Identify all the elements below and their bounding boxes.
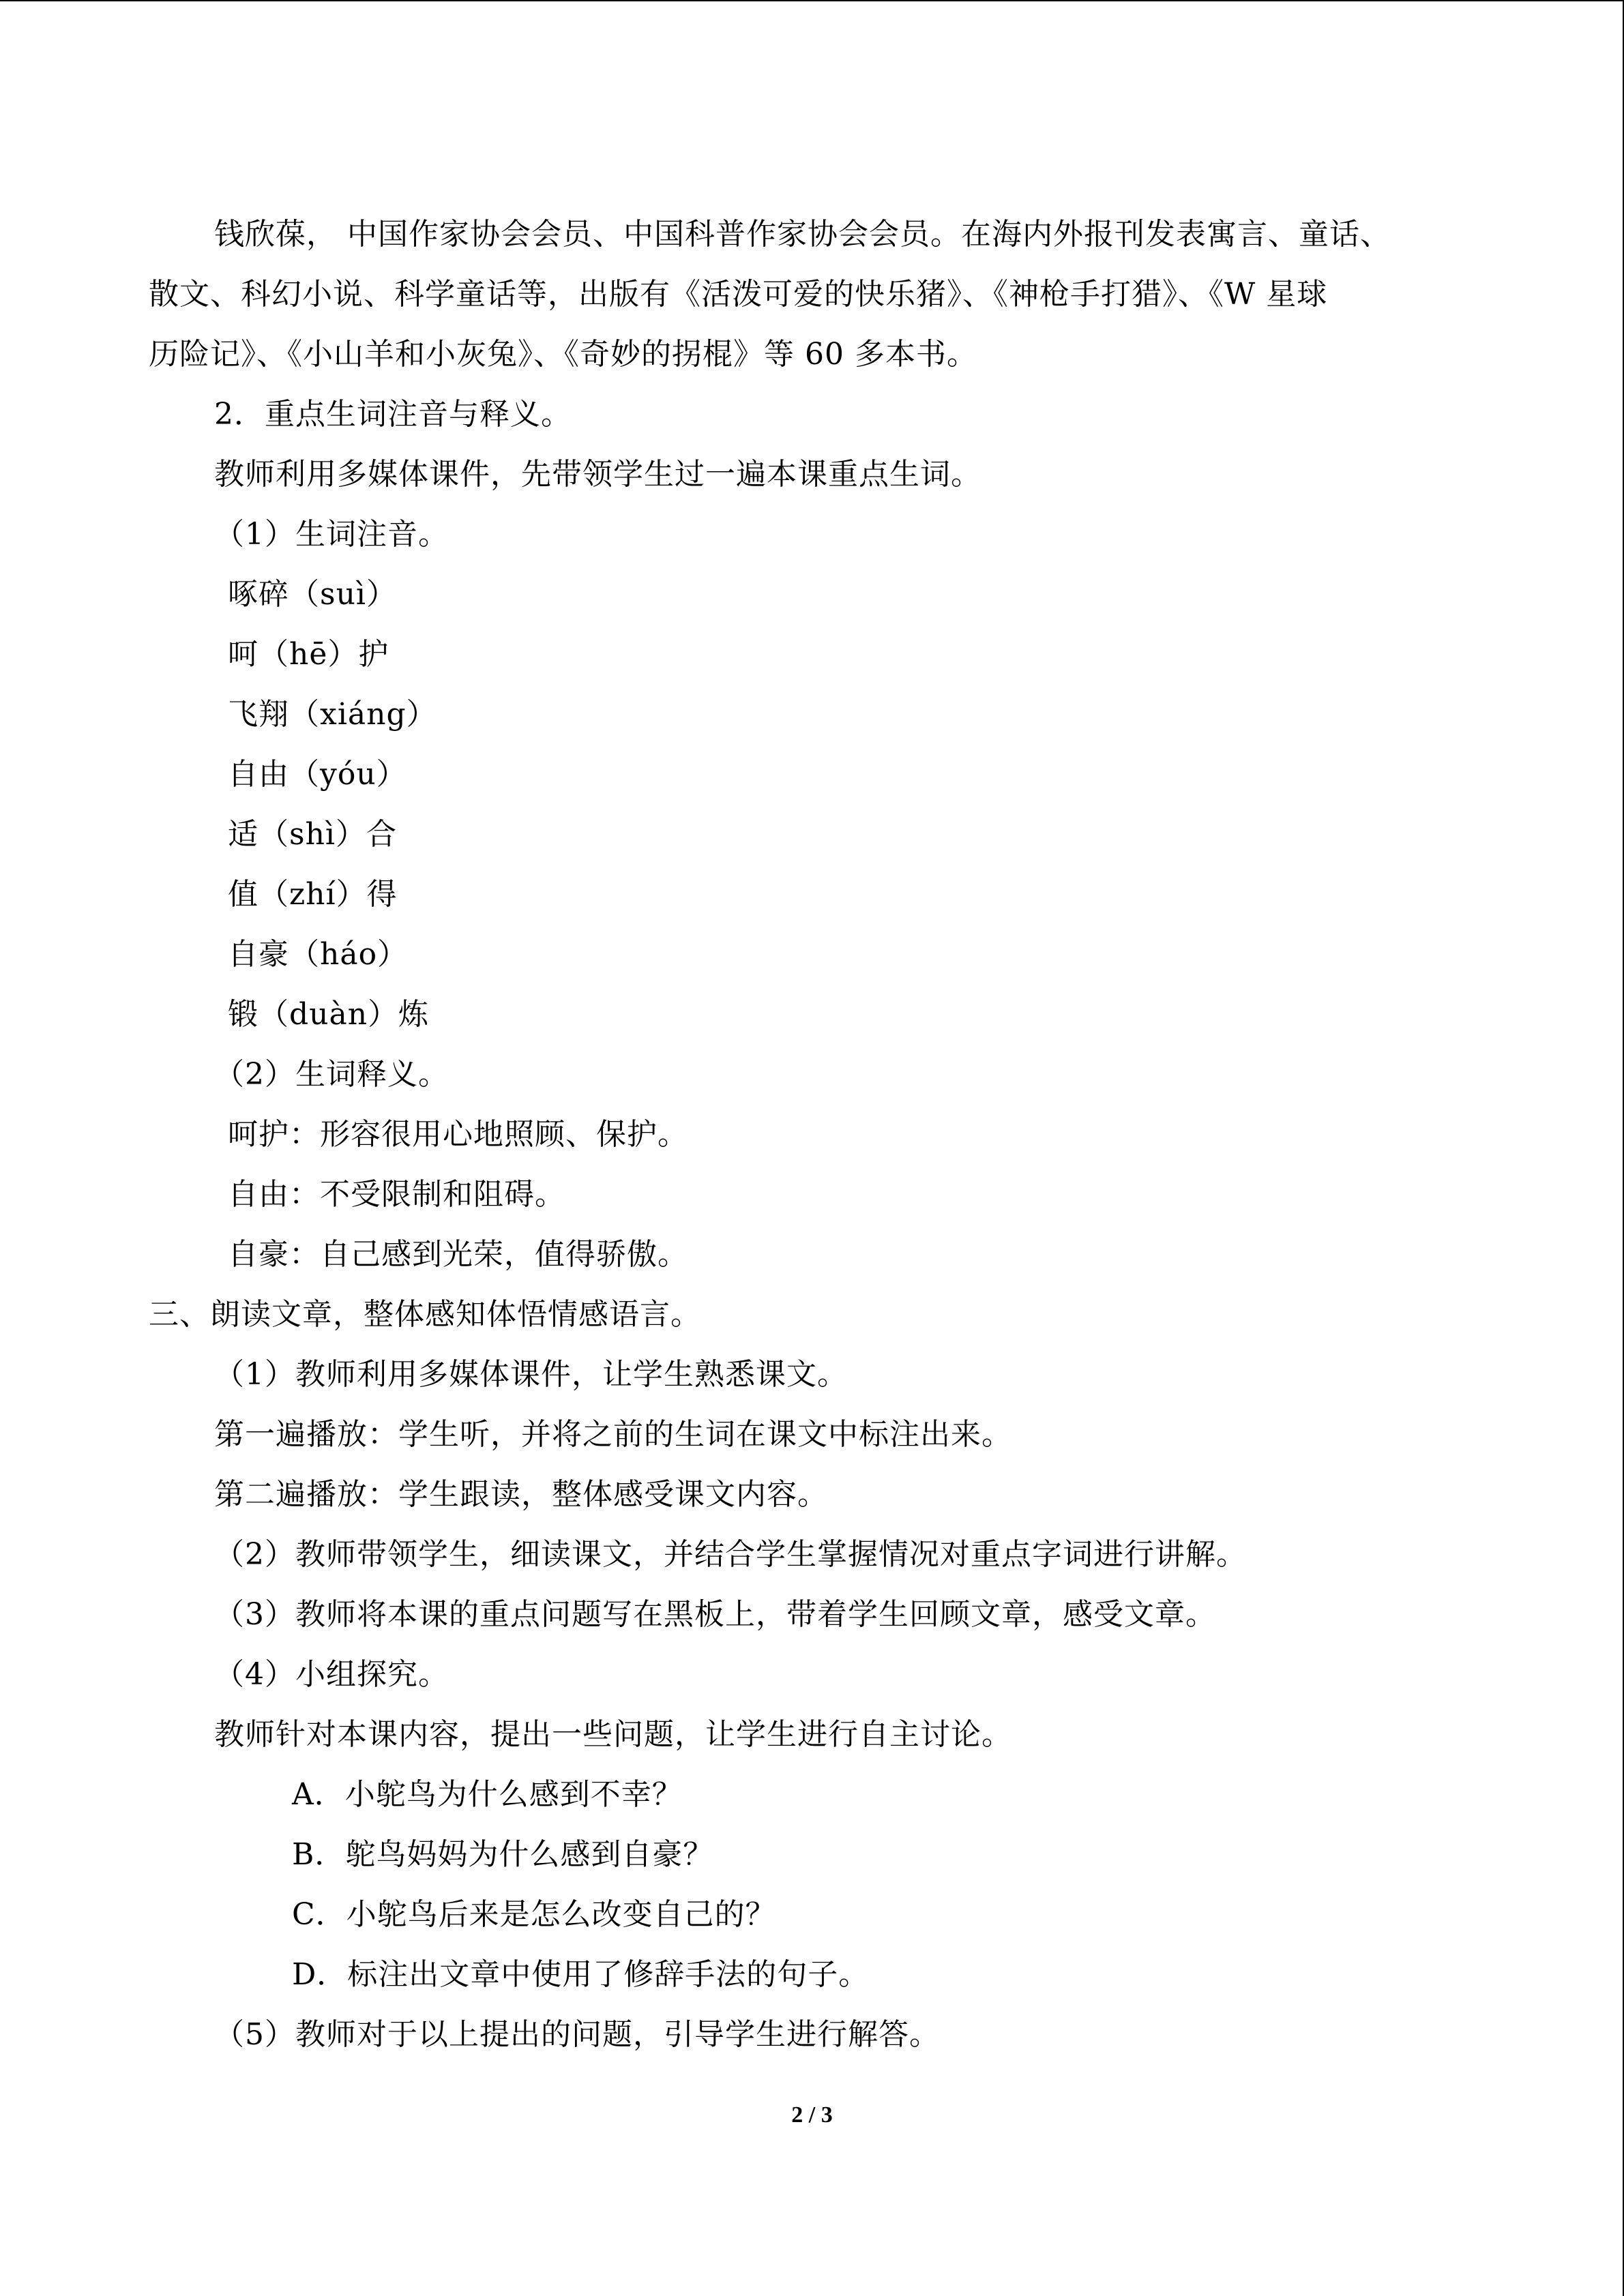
vocab-item: 适（shì）合 <box>228 817 397 852</box>
question-item: B．鸵鸟妈妈为什么感到自豪？ <box>292 1837 714 1872</box>
subheading-pronunciation: （1）生词注音。 <box>214 517 449 552</box>
vocab-item: 自豪（háo） <box>228 937 409 972</box>
document-body <box>149 205 1486 2065</box>
step-item: （3）教师将本课的重点问题写在黑板上，带着学生回顾文章，感受文章。 <box>214 1597 1216 1632</box>
definition-item: 呵护：形容很用心地照顾、保护。 <box>228 1117 688 1152</box>
page-number: 2 / 3 <box>791 2102 833 2128</box>
step-item: （2）教师带领学生，细读课文，并结合学生掌握情况对重点字词进行讲解。 <box>214 1537 1247 1572</box>
vocab-item: 锻（duàn）炼 <box>228 997 430 1032</box>
vocab-item: 呵（hē）护 <box>228 637 389 672</box>
paragraph-author-intro-cont: 散文、科幻小说、科学童话等，出版有《活泼可爱的快乐猪》、《神枪手打猎》、《W 星球 <box>149 277 1328 312</box>
paragraph: 第一遍播放：学生听，并将之前的生词在课文中标注出来。 <box>214 1417 1012 1452</box>
step-item: （4）小组探究。 <box>214 1657 449 1692</box>
paragraph-author-intro: 钱欣葆， 中国作家协会会员、中国科普作家协会会员。在海内外报刊发表寓言、童话、 <box>214 217 1391 252</box>
paragraph: 教师针对本课内容，提出一些问题，让学生进行自主讨论。 <box>214 1717 1012 1752</box>
paragraph: 第二遍播放：学生跟读，整体感受课文内容。 <box>214 1477 828 1512</box>
step-item: （5）教师对于以上提出的问题，引导学生进行解答。 <box>214 2017 940 2052</box>
section-heading-vocabulary: 2．重点生词注音与释义。 <box>214 397 572 432</box>
question-item: D．标注出文章中使用了修辞手法的句子。 <box>292 1957 870 1992</box>
vocab-item: 值（zhí）得 <box>228 877 398 912</box>
vocab-item: 飞翔（xiáng） <box>228 697 437 732</box>
step-item: （1）教师利用多媒体课件，让学生熟悉课文。 <box>214 1357 848 1392</box>
subheading-definitions: （2）生词释义。 <box>214 1057 449 1092</box>
question-item: A．小鸵鸟为什么感到不幸？ <box>292 1777 683 1812</box>
paragraph: 教师利用多媒体课件，先带领学生过一遍本课重点生词。 <box>214 457 981 492</box>
vocab-item: 啄碎（suì） <box>228 577 397 612</box>
vocab-item: 自由（yóu） <box>228 757 407 792</box>
definition-item: 自由：不受限制和阻碍。 <box>228 1177 565 1212</box>
definition-item: 自豪：自己感到光荣，值得骄傲。 <box>228 1237 688 1272</box>
section-heading-reading: 三、朗读文章，整体感知体悟情感语言。 <box>149 1297 701 1332</box>
question-item: C．小鸵鸟后来是怎么改变自己的？ <box>292 1897 776 1932</box>
paragraph-author-intro-cont: 历险记》、《小山羊和小灰兔》、《奇妙的拐棍》等 60 多本书。 <box>149 337 977 372</box>
